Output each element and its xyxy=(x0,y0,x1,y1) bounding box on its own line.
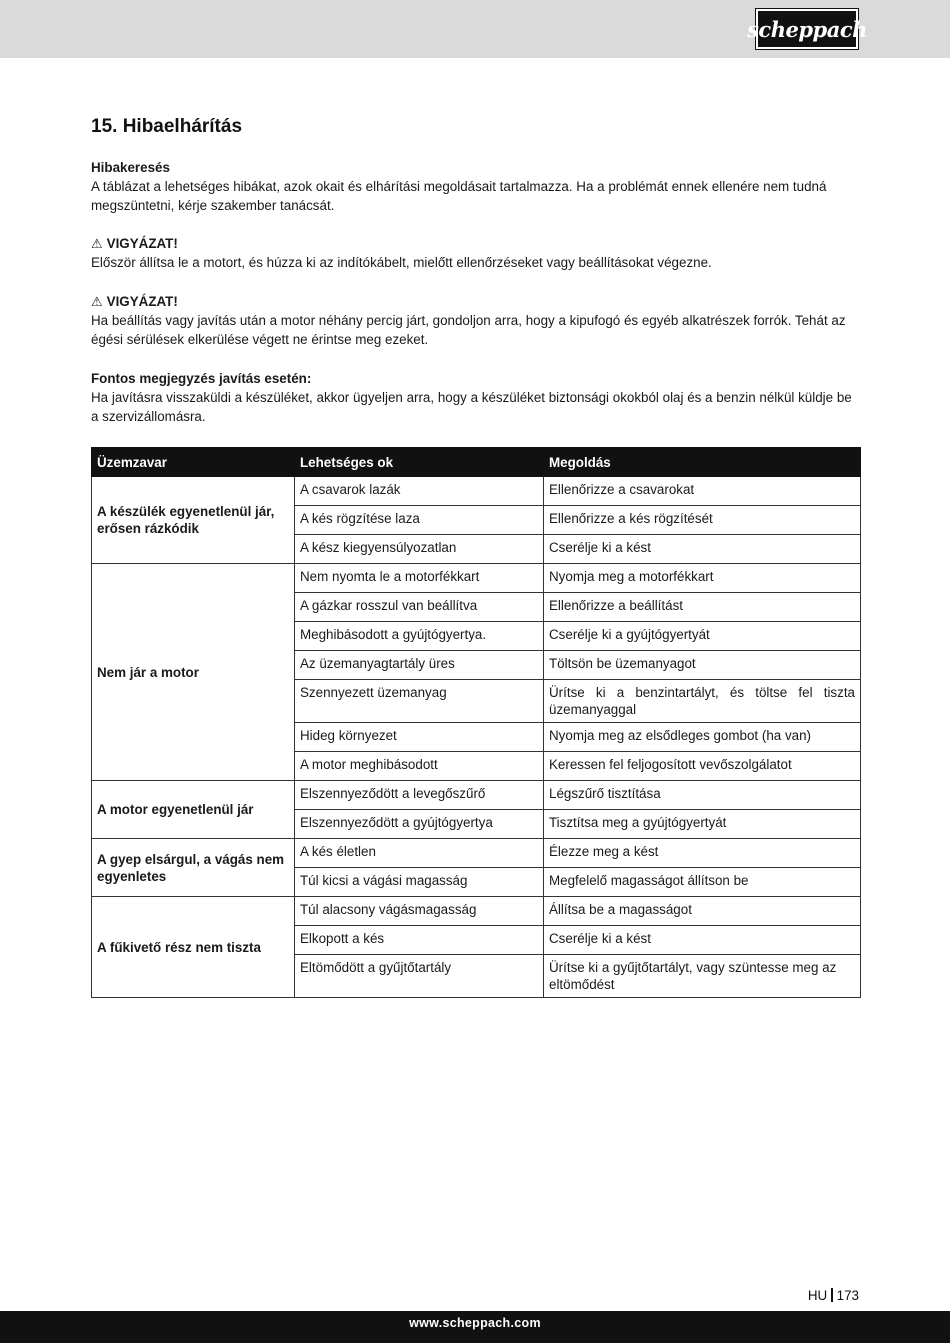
footer-bar xyxy=(0,1311,950,1343)
cause-cell: Hideg környezet xyxy=(295,723,544,752)
cause-cell: Az üzemanyagtartály üres xyxy=(295,651,544,680)
fault-cell: A motor egyenetlenül jár xyxy=(92,781,295,839)
warning-block-2 xyxy=(91,292,860,349)
header-fault: Üzemzavar xyxy=(92,448,295,477)
solution-cell: Ellenőrizze a kés rögzítését xyxy=(544,506,861,535)
fault-cell: Nem jár a motor xyxy=(92,564,295,781)
table-row xyxy=(92,564,861,593)
cause-cell: A motor meghibásodott xyxy=(295,752,544,781)
cause-cell: Szennyezett üzemanyag xyxy=(295,680,544,723)
solution-cell: Tisztítsa meg a gyújtógyertyát xyxy=(544,810,861,839)
troubleshooting-table xyxy=(91,447,861,998)
cause-cell: A gázkar rosszul van beállítva xyxy=(295,593,544,622)
cause-cell: Meghibásodott a gyújtógyertya. xyxy=(295,622,544,651)
page-number-value: 173 xyxy=(836,1288,859,1303)
solution-cell: Ürítse ki a gyűjtőtartályt, vagy szüntesse meg az eltömődést xyxy=(544,955,861,998)
cause-cell: Túl kicsi a vágási magasság xyxy=(295,868,544,897)
cause-cell: Túl alacsony vágásmagasság xyxy=(295,897,544,926)
fault-cell: A fűkivető rész nem tiszta xyxy=(92,897,295,998)
top-bar xyxy=(0,0,950,58)
solution-cell: Töltsön be üzemanyagot xyxy=(544,651,861,680)
header-solution: Megoldás xyxy=(544,448,861,477)
troubleshooting-heading: Hibakeresés xyxy=(91,160,170,175)
solution-cell: Állítsa be a magasságot xyxy=(544,897,861,926)
warning-text: Először állítsa le a motort, és húzza ki az indítókábelt, mielőtt ellenőrzéseket vagy beállításokat végezne. xyxy=(91,255,712,270)
footer-url[interactable]: www.scheppach.com xyxy=(409,1316,541,1330)
fault-cell: A gyep elsárgul, a vágás nem egyenletes xyxy=(92,839,295,897)
section-title: 15. Hibaelhárítás xyxy=(91,116,243,137)
cause-cell: Elszennyeződött a levegőszűrő xyxy=(295,781,544,810)
solution-cell: Légszűrő tisztítása xyxy=(544,781,861,810)
warning-icon: ⚠ xyxy=(91,236,103,251)
cause-cell: Elszennyeződött a gyújtógyertya xyxy=(295,810,544,839)
repair-note-block xyxy=(91,369,860,426)
page-language: HU xyxy=(807,1288,828,1303)
logo-text: scheppach xyxy=(747,16,867,42)
cause-cell: Nem nyomta le a motorfékkart xyxy=(295,564,544,593)
cause-cell: A csavarok lazák xyxy=(295,477,544,506)
table-header-row xyxy=(92,448,861,477)
repair-note-text: Ha javításra visszaküldi a készüléket, akkor ügyeljen arra, hogy a készüléket biztonsági okokból olaj és a benzin nélkül küldje be a szervizállomásra. xyxy=(91,390,852,424)
solution-cell: Ellenőrizze a beállítást xyxy=(544,593,861,622)
warning-icon: ⚠ xyxy=(91,294,103,309)
cause-cell: A kés életlen xyxy=(295,839,544,868)
warning-block-1 xyxy=(91,234,860,272)
warning-heading: VIGYÁZAT! xyxy=(106,294,178,309)
solution-cell: Ürítse ki a benzintartályt, és töltse fel tiszta üzemanyaggal xyxy=(544,680,861,723)
table-row xyxy=(92,781,861,810)
cause-cell: A kés rögzítése laza xyxy=(295,506,544,535)
cause-cell: A kész kiegyensúlyozatlan xyxy=(295,535,544,564)
table-row xyxy=(92,477,861,506)
troubleshooting-text: A táblázat a lehetséges hibákat, azok okait és elhárítási megoldásait tartalmazza. Ha a problémát ennek ellenére nem tudná megszüntetni, kérje szakember tanácsát. xyxy=(91,179,827,213)
cause-cell: Eltömődött a gyűjtőtartály xyxy=(295,955,544,998)
table-row xyxy=(92,839,861,868)
page-separator xyxy=(831,1288,833,1302)
solution-cell: Cserélje ki a gyújtógyertyát xyxy=(544,622,861,651)
scheppach-logo xyxy=(747,9,867,49)
solution-cell: Megfelelő magasságot állítson be xyxy=(544,868,861,897)
header-cause: Lehetséges ok xyxy=(295,448,544,477)
troubleshooting-block xyxy=(91,158,860,215)
solution-cell: Nyomja meg az elsődleges gombot (ha van) xyxy=(544,723,861,752)
cause-cell: Elkopott a kés xyxy=(295,926,544,955)
fault-cell: A készülék egyenetlenül jár, erősen rázkódik xyxy=(92,477,295,564)
solution-cell: Cserélje ki a kést xyxy=(544,926,861,955)
solution-cell: Élezze meg a kést xyxy=(544,839,861,868)
page-number xyxy=(808,1288,859,1303)
warning-heading: VIGYÁZAT! xyxy=(106,236,178,251)
solution-cell: Keressen fel feljogosított vevőszolgálatot xyxy=(544,752,861,781)
solution-cell: Cserélje ki a kést xyxy=(544,535,861,564)
solution-cell: Nyomja meg a motorfékkart xyxy=(544,564,861,593)
repair-note-heading: Fontos megjegyzés javítás esetén: xyxy=(91,371,312,386)
warning-text: Ha beállítás vagy javítás után a motor néhány percig járt, gondoljon arra, hogy a kipufogó és egyéb alkatrészek forrók. Tehát az égési sérülések elkerülése végett ne érintse meg ezeket. xyxy=(91,313,846,347)
solution-cell: Ellenőrizze a csavarokat xyxy=(544,477,861,506)
table-row xyxy=(92,897,861,926)
